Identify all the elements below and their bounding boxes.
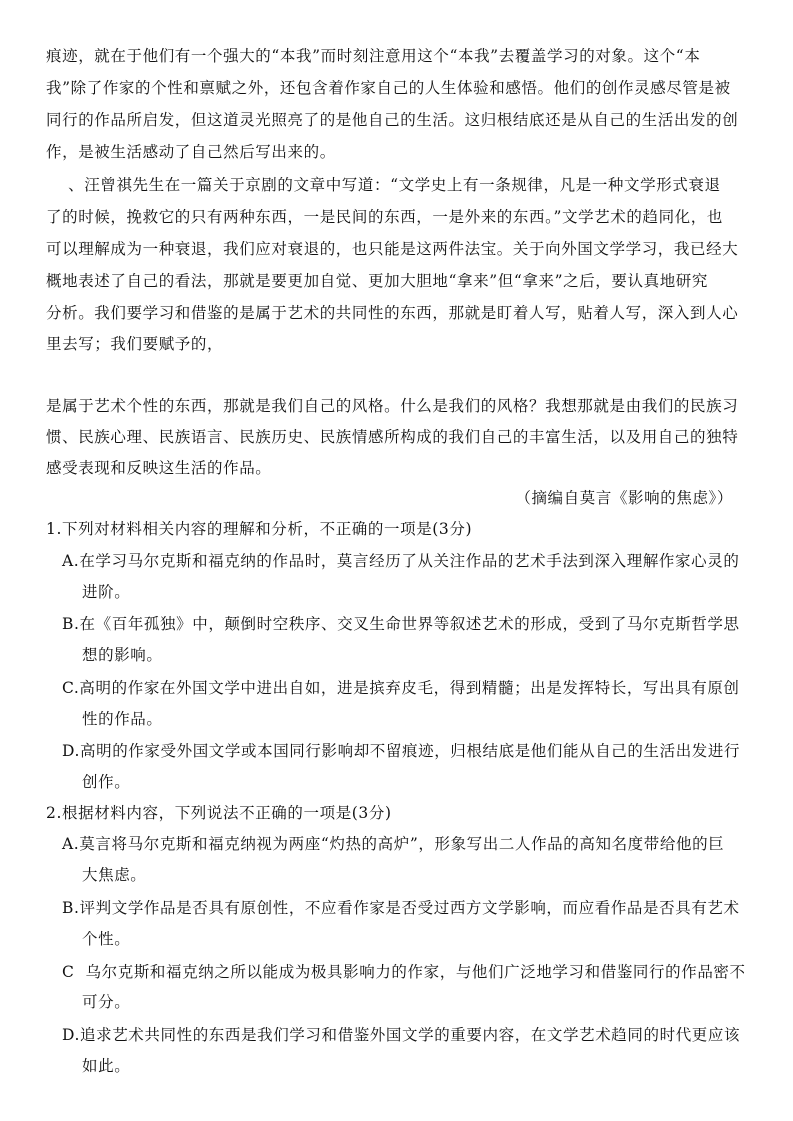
option-line: 可分。 [82, 993, 131, 1011]
option-line: A.在学习马尔克斯和福克纳的作品时，莫言经历了从关注作品的艺术手法到深入理解作家心灵的 [62, 552, 740, 570]
passage-line: 痕迹，就在于他们有一个强大的“本我”而时刻注意用这个“本我”去覆盖学习的对象。这个“本 [46, 47, 701, 65]
question-stem: 2.根据材料内容，下列说法不正确的一项是(3分) [46, 804, 392, 822]
passage-line: 、汪曾祺先生在一篇关于京剧的文章中写道：“文学史上有一条规律，凡是一种文学形式衰退 [46, 176, 721, 194]
passage-line: 我”除了作家的个性和禀赋之外，还包含着作家自己的人生体验和感悟。他们的创作灵感尽管是被 [46, 79, 731, 97]
passage-line: 分析。我们要学习和借鉴的是属于艺术的共同性的东西，那就是盯着人写，贴着人写，深入到人心 [46, 304, 739, 322]
option-line: 大焦虑。 [82, 866, 147, 884]
option-line: 性的作品。 [82, 710, 163, 728]
passage-line: 里去写；我们要赋予的， [46, 335, 224, 353]
passage-line: 概地表述了自己的看法，那就是要更加自觉、更加大胆地“拿来”但“拿来”之后，要认真地研究 [46, 272, 708, 290]
passage-line: 惯、民族心理、民族语言、民族历史、民族情感所构成的我们自己的丰富生活，以及用自己的独特 [46, 428, 739, 446]
option-line: C.高明的作家在外国文学中进出自如，进是摈弃皮毛，得到精髓；出是发挥特长，写出具有原创 [62, 679, 740, 697]
option-line: B.在《百年孤独》中，颠倒时空秩序、交叉生命世界等叙述艺术的形成，受到了马尔克斯哲学思 [62, 615, 740, 633]
option-line: A.莫言将马尔克斯和福克纳视为两座“灼热的高炉”，形象写出二人作品的高知名度带给他的巨 [62, 835, 725, 853]
passage-line: 可以理解成为一种衰退，我们应对衰退的，也只能是这两件法宝。关于向外国文学学习，我已经大 [46, 240, 739, 258]
passage-line: 感受表现和反映这生活的作品。 [46, 459, 272, 477]
option-line: 进阶。 [82, 583, 131, 601]
option-line: 个性。 [82, 930, 131, 948]
option-line: C 乌尔克斯和福克纳之所以能成为极具影响力的作家，与他们广泛地学习和借鉴同行的作品密不 [62, 963, 746, 981]
question-stem: 1.下列对材料相关内容的理解和分析，不正确的一项是(3分) [46, 520, 473, 538]
option-line: D.追求艺术共同性的东西是我们学习和借鉴外国文学的重要内容，在文学艺术趋同的时代更应该 [62, 1026, 741, 1044]
option-line: 创作。 [82, 773, 131, 791]
passage-line: 了的时候，挽救它的只有两种东西，一是民间的东西，一是外来的东西。”文学艺术的趋同化，也 [46, 208, 723, 226]
passage-line: 是属于艺术个性的东西，那就是我们自己的风格。什么是我们的风格？我想那就是由我们的民族习 [46, 397, 739, 415]
passage-line: 作，是被生活感动了自己然后写出来的。 [46, 143, 336, 161]
option-line: 想的影响。 [82, 646, 163, 664]
option-line: D.高明的作家受外国文学或本国同行影响却不留痕迹，归根结底是他们能从自己的生活出发进行 [62, 742, 741, 760]
passage-line: 同行的作品所启发，但这道灵光照亮了的是他自己的生活。这归根结底还是从自己的生活出发的创 [46, 111, 739, 129]
option-line: B.评判文学作品是否具有原创性，不应看作家是否受过西方文学影响，而应看作品是否具有艺术 [62, 899, 740, 917]
option-line: 如此。 [82, 1057, 131, 1075]
passage-source: （摘编自莫言《影响的焦虑》） [515, 489, 733, 507]
